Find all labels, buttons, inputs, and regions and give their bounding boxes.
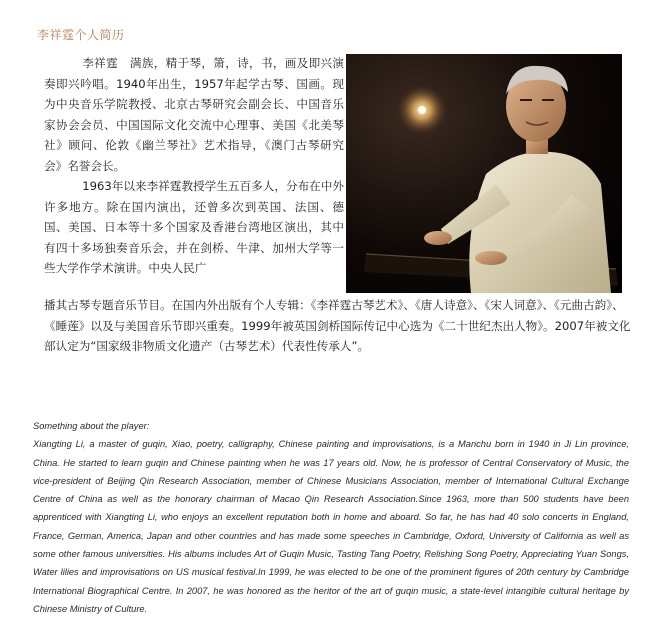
- bio-chinese-bottom: 播其古琴专题音乐节目。在国内外出版有个人专辑：《李祥霆古琴艺术》、《唐人诗意》、《宋人词意》、《元曲古韵》、《睡莲》以及与美国音乐节即兴重奏。1999年被英国剑桥国际传记中心选为《二十世纪杰出人物》。2007年被文化部认定为“国家级非物质文化遗产（古琴艺术）代表性传承人”。: [44, 298, 631, 353]
- bio-paragraph-1: 李祥霆 满族，精于琴，箫，诗，书，画及即兴演奏即兴吟唱。1940年出生，1957年起学古琴、国画。现为中央音乐学院教授、北京古琴研究会副会长、中国音乐家协会会员、中国国际文化交流中心理事、美国《北美琴社》顾问、伦敦《幽兰琴社》艺术指导，《澳门古琴研究会》名誉会长。: [44, 56, 344, 173]
- bio-chinese-top: [44, 53, 344, 279]
- english-body: Xiangting Li, a master of guqin, Xiao, poetry, calligraphy, Chinese painting and improvisations, is a Manchu born in 1940 in Ji Lin province, China. He started to learn guqin and Chinese painting when he was 17 years old. Now, he is professor of Central Conservatory of Music, the vice-president of Beijing Qin Research Association, member of Chinese Musicians Association, member of International Cultural Exchange Centre of China as well as the honorary chairman of Macao Qin Research Association.Since 1963, more than 500 students have been apprenticed with Xiangting Li, who enjoys an excellent reputation both in home and aboard. So far, he has had 40 solo concerts in England, France, German, America, Japan and other countries and has made some speeches in Cambridge, Oxford, University of California as well as some other famous universities. His albums includes Art of Guqin Music, Tasting Tang Poetry, Relishing Song Poetry, Appreciating Yuan Songs, Water lilies and improvisations on US musical festival.In 1999, he was elected to be one of the prominent figures of 20th century by Cambridge International Biographical Centre. In 2007, he was honored as the heritor of the art of guqin music, a state-level intangible cultural heritage by Chinese Ministry of Culture.: [33, 439, 629, 614]
- page-title: 李祥霆个人简历: [37, 28, 125, 42]
- english-heading: Something about the player:: [33, 421, 150, 431]
- portrait-icon: [346, 54, 622, 293]
- portrait-photo: [346, 54, 622, 293]
- bio-english: [33, 417, 629, 618]
- bio-paragraph-2: 1963年以来李祥霆教授学生五百多人，分布在中外许多地方。除在国内演出，还曾多次到英国、法国、德国、美国、日本等十多个国家及香港台湾地区演出，其中有四十多场独奏音乐会，并在剑桥、牛津、加州大学等一些大学作学术演讲。中央人民广: [44, 179, 344, 275]
